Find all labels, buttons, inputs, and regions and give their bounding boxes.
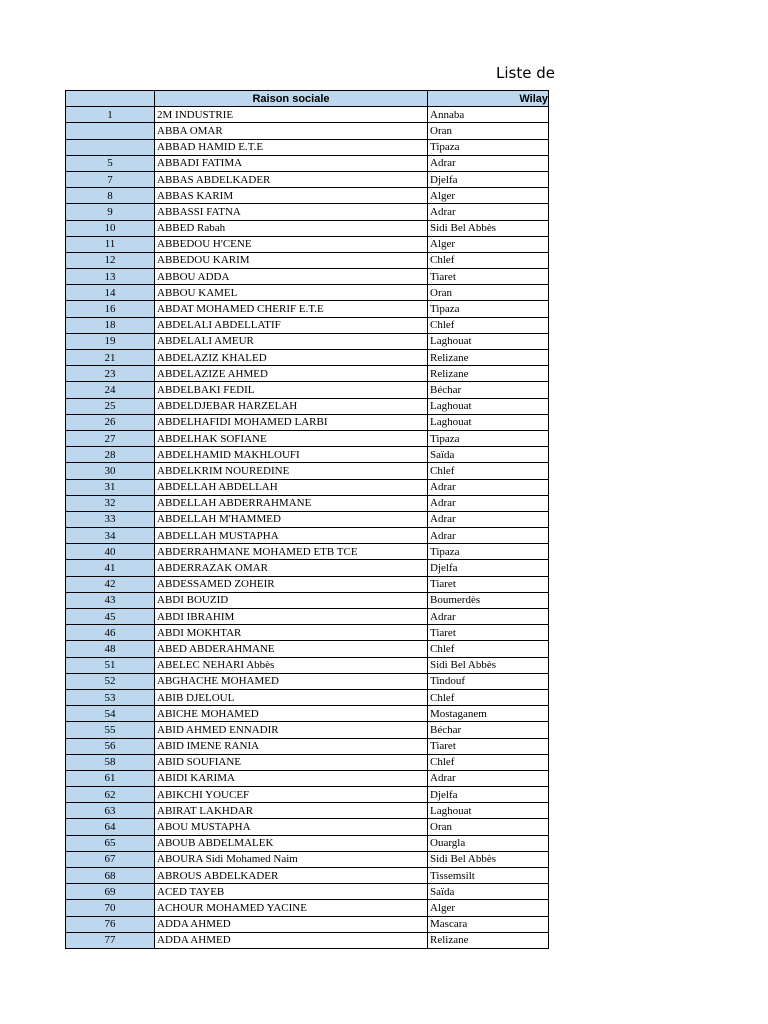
raison-sociale-cell: ABDELHAFIDI MOHAMED LARBI bbox=[155, 414, 428, 430]
wilaya-cell: Tipaza bbox=[428, 430, 549, 446]
table-row bbox=[66, 123, 549, 139]
table-row bbox=[66, 301, 549, 317]
row-number-cell: 32 bbox=[66, 495, 155, 511]
table-row bbox=[66, 916, 549, 932]
wilaya-cell: Adrar bbox=[428, 479, 549, 495]
raison-sociale-cell: ABICHE MOHAMED bbox=[155, 706, 428, 722]
table-row bbox=[66, 787, 549, 803]
wilaya-cell: Chlef bbox=[428, 689, 549, 705]
table-row bbox=[66, 495, 549, 511]
row-number-cell: 27 bbox=[66, 430, 155, 446]
table-row bbox=[66, 932, 549, 948]
wilaya-cell: Laghouat bbox=[428, 414, 549, 430]
wilaya-cell: Tiaret bbox=[428, 625, 549, 641]
row-number-cell: 13 bbox=[66, 269, 155, 285]
table-row bbox=[66, 770, 549, 786]
raison-sociale-cell: ACHOUR MOHAMED YACINE bbox=[155, 900, 428, 916]
row-number-cell: 11 bbox=[66, 236, 155, 252]
wilaya-cell: Boumerdès bbox=[428, 592, 549, 608]
wilaya-cell: Laghouat bbox=[428, 333, 549, 349]
table-row bbox=[66, 560, 549, 576]
wilaya-cell: Saïda bbox=[428, 447, 549, 463]
row-number-cell bbox=[66, 139, 155, 155]
table-row bbox=[66, 803, 549, 819]
wilaya-cell: Chlef bbox=[428, 754, 549, 770]
table-row bbox=[66, 204, 549, 220]
raison-sociale-cell: ABBAD HAMID E.T.E bbox=[155, 139, 428, 155]
raison-sociale-cell: ABBEDOU KARIM bbox=[155, 252, 428, 268]
row-number-cell: 65 bbox=[66, 835, 155, 851]
raison-sociale-cell: ABOUB ABDELMALEK bbox=[155, 835, 428, 851]
table-header bbox=[66, 91, 549, 107]
raison-sociale-cell: ABDELALI AMEUR bbox=[155, 333, 428, 349]
wilaya-cell: Alger bbox=[428, 236, 549, 252]
wilaya-cell: Béchar bbox=[428, 382, 549, 398]
table-row bbox=[66, 689, 549, 705]
raison-sociale-cell: ABROUS ABDELKADER bbox=[155, 868, 428, 884]
row-number-cell: 10 bbox=[66, 220, 155, 236]
header-row bbox=[66, 91, 549, 107]
wilaya-cell: Relizane bbox=[428, 350, 549, 366]
table-row bbox=[66, 107, 549, 123]
wilaya-cell: Tipaza bbox=[428, 301, 549, 317]
row-number-cell: 9 bbox=[66, 204, 155, 220]
row-number-cell: 33 bbox=[66, 511, 155, 527]
row-number-cell: 21 bbox=[66, 350, 155, 366]
table-row bbox=[66, 155, 549, 171]
row-number-cell: 67 bbox=[66, 851, 155, 867]
wilaya-cell: Alger bbox=[428, 900, 549, 916]
wilaya-cell: Tiaret bbox=[428, 269, 549, 285]
raison-sociale-cell: ABDELLAH MUSTAPHA bbox=[155, 528, 428, 544]
raison-sociale-cell: ABBAS KARIM bbox=[155, 188, 428, 204]
raison-sociale-cell: ABDELLAH ABDERRAHMANE bbox=[155, 495, 428, 511]
row-number-cell: 18 bbox=[66, 317, 155, 333]
raison-sociale-cell: ABDAT MOHAMED CHERIF E.T.E bbox=[155, 301, 428, 317]
row-number-cell: 26 bbox=[66, 414, 155, 430]
row-number-cell bbox=[66, 123, 155, 139]
raison-sociale-cell: ABIRAT LAKHDAR bbox=[155, 803, 428, 819]
raison-sociale-cell: ADDA AHMED bbox=[155, 916, 428, 932]
raison-sociale-cell: ABDI MOKHTAR bbox=[155, 625, 428, 641]
raison-sociale-cell: ABIB DJELOUL bbox=[155, 689, 428, 705]
wilaya-cell: Adrar bbox=[428, 528, 549, 544]
wilaya-cell: Oran bbox=[428, 123, 549, 139]
raison-sociale-cell: ABDERRAZAK OMAR bbox=[155, 560, 428, 576]
row-number-cell: 62 bbox=[66, 787, 155, 803]
row-number-cell: 46 bbox=[66, 625, 155, 641]
wilaya-cell: Ouargla bbox=[428, 835, 549, 851]
raison-sociale-cell: ABBASSI FATNA bbox=[155, 204, 428, 220]
row-number-cell: 52 bbox=[66, 673, 155, 689]
table-row bbox=[66, 641, 549, 657]
header-raison-sociale: Raison sociale bbox=[155, 91, 428, 107]
table-row bbox=[66, 252, 549, 268]
table-row bbox=[66, 414, 549, 430]
row-number-cell: 7 bbox=[66, 171, 155, 187]
wilaya-cell: Chlef bbox=[428, 317, 549, 333]
wilaya-cell: Tiaret bbox=[428, 738, 549, 754]
wilaya-cell: Oran bbox=[428, 819, 549, 835]
raison-sociale-cell: ABOU MUSTAPHA bbox=[155, 819, 428, 835]
raison-sociale-cell: ABDELDJEBAR HARZELAH bbox=[155, 398, 428, 414]
wilaya-cell: Tipaza bbox=[428, 544, 549, 560]
row-number-cell: 76 bbox=[66, 916, 155, 932]
row-number-cell: 19 bbox=[66, 333, 155, 349]
table-row bbox=[66, 592, 549, 608]
wilaya-cell: Sidi Bel Abbès bbox=[428, 851, 549, 867]
wilaya-cell: Sidi Bel Abbès bbox=[428, 220, 549, 236]
raison-sociale-cell: 2M INDUSTRIE bbox=[155, 107, 428, 123]
raison-sociale-cell: ABDELLAH ABDELLAH bbox=[155, 479, 428, 495]
wilaya-cell: Sidi Bel Abbès bbox=[428, 657, 549, 673]
table-row bbox=[66, 673, 549, 689]
table-row bbox=[66, 447, 549, 463]
table-row bbox=[66, 625, 549, 641]
company-table bbox=[65, 90, 549, 949]
raison-sociale-cell: ABID IMENE RANIA bbox=[155, 738, 428, 754]
wilaya-cell: Oran bbox=[428, 285, 549, 301]
table-row bbox=[66, 706, 549, 722]
wilaya-cell: Chlef bbox=[428, 463, 549, 479]
raison-sociale-cell: ADDA AHMED bbox=[155, 932, 428, 948]
table-row bbox=[66, 139, 549, 155]
header-wilaya: Wilay bbox=[428, 91, 549, 107]
table-row bbox=[66, 463, 549, 479]
row-number-cell: 30 bbox=[66, 463, 155, 479]
wilaya-cell: Alger bbox=[428, 188, 549, 204]
table-row bbox=[66, 819, 549, 835]
raison-sociale-cell: ABBEDOU H'CENE bbox=[155, 236, 428, 252]
wilaya-cell: Adrar bbox=[428, 155, 549, 171]
row-number-cell: 14 bbox=[66, 285, 155, 301]
table-row bbox=[66, 430, 549, 446]
table-row bbox=[66, 738, 549, 754]
raison-sociale-cell: ABDELHAK SOFIANE bbox=[155, 430, 428, 446]
table-row bbox=[66, 366, 549, 382]
row-number-cell: 16 bbox=[66, 301, 155, 317]
table-row bbox=[66, 333, 549, 349]
row-number-cell: 63 bbox=[66, 803, 155, 819]
row-number-cell: 53 bbox=[66, 689, 155, 705]
row-number-cell: 41 bbox=[66, 560, 155, 576]
table-row bbox=[66, 285, 549, 301]
row-number-cell: 8 bbox=[66, 188, 155, 204]
wilaya-cell: Adrar bbox=[428, 609, 549, 625]
wilaya-cell: Djelfa bbox=[428, 560, 549, 576]
raison-sociale-cell: ABDELLAH M'HAMMED bbox=[155, 511, 428, 527]
row-number-cell: 40 bbox=[66, 544, 155, 560]
row-number-cell: 56 bbox=[66, 738, 155, 754]
row-number-cell: 48 bbox=[66, 641, 155, 657]
raison-sociale-cell: ABOURA Sidi Mohamed Naim bbox=[155, 851, 428, 867]
raison-sociale-cell: ABIKCHI YOUCEF bbox=[155, 787, 428, 803]
row-number-cell: 68 bbox=[66, 868, 155, 884]
raison-sociale-cell: ABDI IBRAHIM bbox=[155, 609, 428, 625]
raison-sociale-cell: ABIDI KARIMA bbox=[155, 770, 428, 786]
table-row bbox=[66, 868, 549, 884]
wilaya-cell: Chlef bbox=[428, 252, 549, 268]
wilaya-cell: Adrar bbox=[428, 511, 549, 527]
table-row bbox=[66, 528, 549, 544]
table-row bbox=[66, 220, 549, 236]
table-row bbox=[66, 479, 549, 495]
raison-sociale-cell: ABBA OMAR bbox=[155, 123, 428, 139]
wilaya-cell: Tindouf bbox=[428, 673, 549, 689]
table-body bbox=[66, 107, 549, 949]
raison-sociale-cell: ABBADI FATIMA bbox=[155, 155, 428, 171]
table-row bbox=[66, 188, 549, 204]
raison-sociale-cell: ABDELALI ABDELLATIF bbox=[155, 317, 428, 333]
wilaya-cell: Relizane bbox=[428, 932, 549, 948]
wilaya-cell: Tiaret bbox=[428, 576, 549, 592]
raison-sociale-cell: ABDESSAMED ZOHEIR bbox=[155, 576, 428, 592]
wilaya-cell: Adrar bbox=[428, 204, 549, 220]
wilaya-cell: Laghouat bbox=[428, 803, 549, 819]
row-number-cell: 77 bbox=[66, 932, 155, 948]
raison-sociale-cell: ABDELBAKI FEDIL bbox=[155, 382, 428, 398]
raison-sociale-cell: ABDERRAHMANE MOHAMED ETB TCE bbox=[155, 544, 428, 560]
row-number-cell: 43 bbox=[66, 592, 155, 608]
raison-sociale-cell: ABBAS ABDELKADER bbox=[155, 171, 428, 187]
table-row bbox=[66, 722, 549, 738]
table-row bbox=[66, 398, 549, 414]
row-number-cell: 45 bbox=[66, 609, 155, 625]
table-row bbox=[66, 236, 549, 252]
table-row bbox=[66, 754, 549, 770]
row-number-cell: 25 bbox=[66, 398, 155, 414]
row-number-cell: 58 bbox=[66, 754, 155, 770]
table-row bbox=[66, 544, 549, 560]
wilaya-cell: Relizane bbox=[428, 366, 549, 382]
raison-sociale-cell: ABELEC NEHARI Abbès bbox=[155, 657, 428, 673]
table-row bbox=[66, 851, 549, 867]
wilaya-cell: Chlef bbox=[428, 641, 549, 657]
raison-sociale-cell: ABBOU KAMEL bbox=[155, 285, 428, 301]
table-row bbox=[66, 576, 549, 592]
wilaya-cell: Adrar bbox=[428, 495, 549, 511]
wilaya-cell: Tipaza bbox=[428, 139, 549, 155]
wilaya-cell: Djelfa bbox=[428, 171, 549, 187]
wilaya-cell: Djelfa bbox=[428, 787, 549, 803]
wilaya-cell: Saïda bbox=[428, 884, 549, 900]
wilaya-cell: Tissemsilt bbox=[428, 868, 549, 884]
table-row bbox=[66, 317, 549, 333]
row-number-cell: 5 bbox=[66, 155, 155, 171]
row-number-cell: 55 bbox=[66, 722, 155, 738]
row-number-cell: 69 bbox=[66, 884, 155, 900]
row-number-cell: 70 bbox=[66, 900, 155, 916]
table-row bbox=[66, 350, 549, 366]
raison-sociale-cell: ABDELAZIZE AHMED bbox=[155, 366, 428, 382]
wilaya-cell: Annaba bbox=[428, 107, 549, 123]
raison-sociale-cell: ABID AHMED ENNADIR bbox=[155, 722, 428, 738]
row-number-cell: 1 bbox=[66, 107, 155, 123]
raison-sociale-cell: ABBED Rabah bbox=[155, 220, 428, 236]
table-row bbox=[66, 884, 549, 900]
company-table-container bbox=[65, 90, 548, 950]
raison-sociale-cell: ABID SOUFIANE bbox=[155, 754, 428, 770]
wilaya-cell: Laghouat bbox=[428, 398, 549, 414]
row-number-cell: 31 bbox=[66, 479, 155, 495]
row-number-cell: 34 bbox=[66, 528, 155, 544]
row-number-cell: 24 bbox=[66, 382, 155, 398]
raison-sociale-cell: ABDELKRIM NOUREDINE bbox=[155, 463, 428, 479]
raison-sociale-cell: ABDELAZIZ KHALED bbox=[155, 350, 428, 366]
raison-sociale-cell: ABGHACHE MOHAMED bbox=[155, 673, 428, 689]
raison-sociale-cell: ABED ABDERAHMANE bbox=[155, 641, 428, 657]
wilaya-cell: Béchar bbox=[428, 722, 549, 738]
raison-sociale-cell: ACED TAYEB bbox=[155, 884, 428, 900]
row-number-cell: 61 bbox=[66, 770, 155, 786]
table-row bbox=[66, 511, 549, 527]
header-number bbox=[66, 91, 155, 107]
row-number-cell: 23 bbox=[66, 366, 155, 382]
table-row bbox=[66, 900, 549, 916]
table-row bbox=[66, 269, 549, 285]
table-row bbox=[66, 382, 549, 398]
row-number-cell: 54 bbox=[66, 706, 155, 722]
row-number-cell: 51 bbox=[66, 657, 155, 673]
row-number-cell: 28 bbox=[66, 447, 155, 463]
raison-sociale-cell: ABBOU ADDA bbox=[155, 269, 428, 285]
row-number-cell: 64 bbox=[66, 819, 155, 835]
raison-sociale-cell: ABDI BOUZID bbox=[155, 592, 428, 608]
row-number-cell: 12 bbox=[66, 252, 155, 268]
raison-sociale-cell: ABDELHAMID MAKHLOUFI bbox=[155, 447, 428, 463]
wilaya-cell: Mascara bbox=[428, 916, 549, 932]
table-row bbox=[66, 835, 549, 851]
row-number-cell: 42 bbox=[66, 576, 155, 592]
page-title: Liste de bbox=[496, 64, 555, 82]
wilaya-cell: Mostaganem bbox=[428, 706, 549, 722]
table-row bbox=[66, 171, 549, 187]
wilaya-cell: Adrar bbox=[428, 770, 549, 786]
table-row bbox=[66, 609, 549, 625]
table-row bbox=[66, 657, 549, 673]
